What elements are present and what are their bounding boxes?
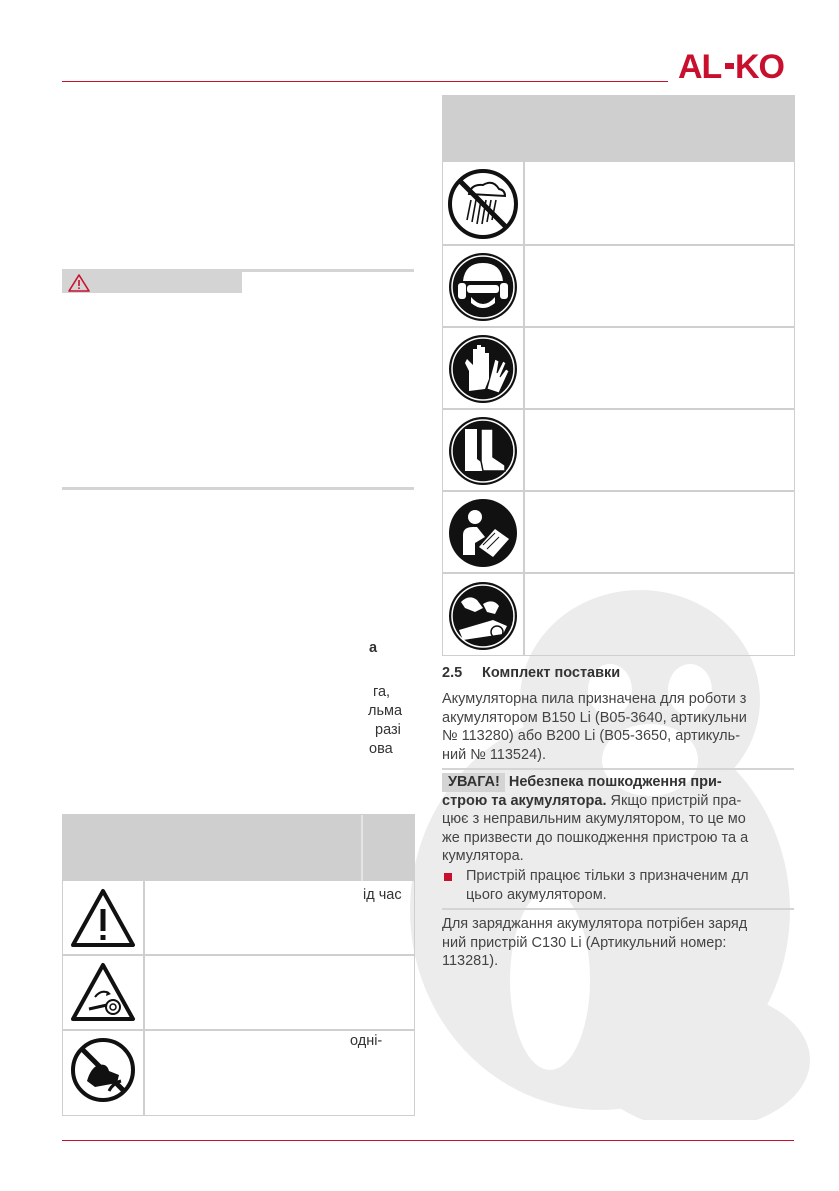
text-fragment: а — [369, 640, 378, 656]
no-rain-icon — [447, 168, 519, 240]
wear-helmet-goggles-earmuffs-icon — [447, 251, 519, 323]
notice-text: же призвести до пошкодження пристрою та а — [442, 829, 749, 846]
section-title: Комплект поставки — [482, 665, 621, 681]
notice-text: кумулятора. — [442, 848, 524, 864]
section-heading — [442, 665, 620, 681]
text-line: ний № 113524). — [442, 746, 546, 763]
notice-text: Якщо пристрій пра- — [606, 792, 742, 809]
wear-gloves-icon — [447, 333, 519, 405]
text-line: Для заряджання акумулятора потрібен заряд — [442, 916, 748, 932]
svg-text:AL: AL — [678, 48, 722, 84]
section-number: 2.5 — [442, 665, 463, 681]
row-divider — [443, 326, 794, 328]
row-divider — [443, 244, 794, 246]
text-fragment: разі — [375, 722, 401, 738]
no-one-hand-operation-icon — [69, 1035, 137, 1105]
warning-triangle-icon — [69, 887, 137, 949]
notice-top-rule — [442, 768, 794, 770]
warning-bottom-rule — [62, 487, 414, 490]
charger-paragraph — [442, 915, 794, 971]
svg-text:KO: KO — [735, 48, 784, 84]
column-divider — [143, 815, 145, 1115]
left-symbol-table — [62, 814, 415, 1116]
bullet-text: цього акумулятором. — [466, 886, 607, 903]
footer-rule — [62, 1140, 794, 1141]
text-line: ний пристрій C130 Li (Артикульний номер: — [442, 934, 727, 951]
right-symbol-table — [442, 95, 795, 656]
kickback-warning-icon — [69, 961, 137, 1023]
warning-label-box — [62, 272, 242, 293]
text-line: Акумуляторна пила призначена для роботи з — [442, 691, 747, 707]
header-rule — [62, 81, 668, 82]
intro-paragraph — [442, 690, 794, 764]
notice-text: цює з неправильним акумулятором, то це мо — [442, 811, 746, 827]
read-manual-icon — [447, 497, 519, 569]
notice-heading: строю та акумулятора. — [442, 792, 607, 809]
bullet-marker — [444, 873, 452, 881]
column-divider — [361, 815, 363, 881]
table-header — [443, 96, 794, 162]
bullet-item — [466, 867, 794, 904]
bullet-text: Пристрій працює тільки з призначеним дл — [466, 868, 749, 884]
two-hand-operation-icon — [447, 580, 519, 652]
al-ko-logo — [678, 48, 796, 84]
notice-block — [442, 773, 794, 866]
text-fragment: льма — [368, 703, 403, 719]
text-fragment: ова — [369, 741, 393, 757]
text-line: 113281). — [442, 953, 499, 969]
wear-safety-boots-icon — [447, 415, 519, 487]
notice-heading: Небезпека пошкодження при- — [508, 774, 722, 790]
notice-bottom-rule — [442, 908, 794, 910]
row-divider — [63, 954, 414, 956]
row-divider — [443, 408, 794, 410]
row-divider — [443, 490, 794, 492]
row-divider — [443, 572, 794, 574]
table-cell-fragment: одні- — [350, 1033, 383, 1049]
warning-triangle-small-icon — [68, 274, 90, 292]
text-line: акумулятором B150 Li (B05-3640, артикульни — [442, 709, 747, 726]
table-cell-fragment: ід час — [363, 887, 402, 903]
notice-label: УВАГА! — [442, 773, 505, 792]
text-fragment: га, — [373, 684, 391, 700]
text-line: № 113280) або B200 Li (B05-3650, артикуль- — [442, 728, 741, 744]
row-divider — [63, 1029, 414, 1031]
